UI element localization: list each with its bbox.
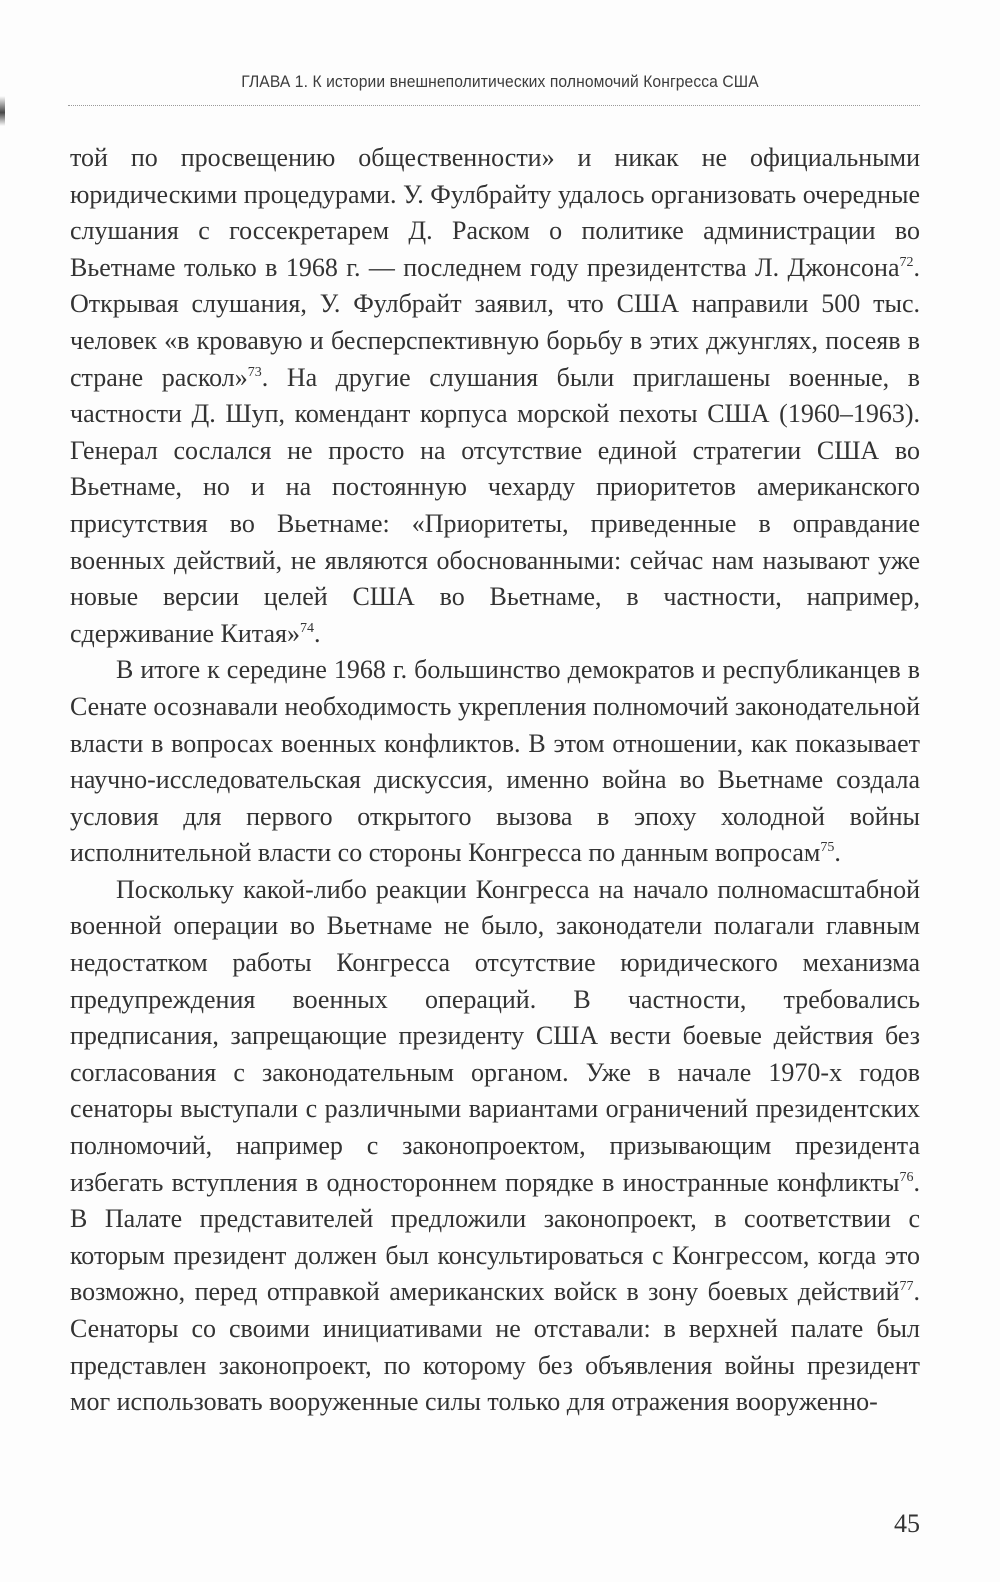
footnote-marker: 74 — [299, 620, 314, 636]
page-edge-mark — [0, 96, 5, 126]
footnote-marker: 73 — [247, 364, 262, 380]
text-run: . Открывая слушания, У. Фулбрайт заявил, что США направили 500 тыс. человек «в кровавую и бесперспективную борьбу в этих джунглях, посеяв в стране раскол» — [70, 252, 920, 392]
text-run: . На другие слушания были приглашены военные, в частности Д. Шуп, комендант корпуса морской пехоты США (1960–1963). Генерал сослался не просто на отсутствие единой стратегии США во Вьетнаме, но и на постоянную чехарду приоритетов американского присутствия во Вьетнаме: «Приоритеты, приведенные в оправдание военных действий, не являются обоснованными: сейчас нам называют уже новые версии целей США во Вьетнаме, в частности, например, сдерживание Китая» — [70, 362, 920, 648]
footnote-marker: 72 — [899, 254, 914, 270]
text-run: . — [834, 838, 841, 868]
paragraph-continued — [70, 140, 920, 652]
footnote-marker: 76 — [899, 1169, 914, 1185]
text-run: . Сенаторы со своими инициативами не отставали: в верхней палате был представлен законопроект, по которому без объявления войны президент мог использовать вооруженные силы только для отражения вооруженно- — [70, 1277, 920, 1417]
text-run: . В Палате представителей предложили законопроект, в соответствии с которым президент должен был консультироваться с Конгрессом, когда это возможно, перед отправкой американских войск в зону боевых действий — [70, 1167, 920, 1307]
text-run: . — [313, 618, 321, 648]
footnote-marker: 75 — [820, 840, 835, 856]
text-run: Поскольку какой-либо реакции Конгресса на начало полномасштабной военной операции во Вьетнаме не было, законодатели полагали главным недостатком работы Конгресса отсутствие юридического механизма предупреждения военных операций. В частности, требовались предписания, запрещающие президенту США вести боевые действия без согласования с законодательным органом. Уже в начале 1970-х годов сенаторы выступали с различными вариантами ограничений президентских полномочий, например с законопроектом, призывающим президента избегать вступления в одностороннем порядке в иностранные конфликты — [70, 874, 920, 1197]
body-text — [70, 140, 920, 1421]
running-head: ГЛАВА 1. К истории внешнеполитических полномочий Конгресса США — [241, 72, 759, 91]
paragraph — [70, 652, 920, 872]
footnote-marker: 77 — [899, 1279, 914, 1295]
text-run: В итоге к середине 1968 г. большинство демократов и республиканцев в Сенате осознавали необходимость укрепления полномочий законодательной власти в вопросах военных конфликтов. В этом отношении, как показывает научно-исследовательская дискуссия, именно война во Вьетнаме создала условия для первого открытого вызова в эпоху холодной войны исполнительной власти со стороны Конгресса по данным вопросам — [70, 655, 920, 868]
header-rule — [68, 105, 920, 106]
text-run: той по просвещению общественности» и никак не официальными юридическими процедурами. У. Фулбрайту удалось организовать очередные слушания с госсекретарем Д. Раском о политике администрации во Вьетнаме только в 1968 г. — последнем году президентства Л. Джонсона — [70, 143, 920, 282]
page-number: 45 — [894, 1509, 920, 1538]
paragraph — [70, 872, 920, 1421]
